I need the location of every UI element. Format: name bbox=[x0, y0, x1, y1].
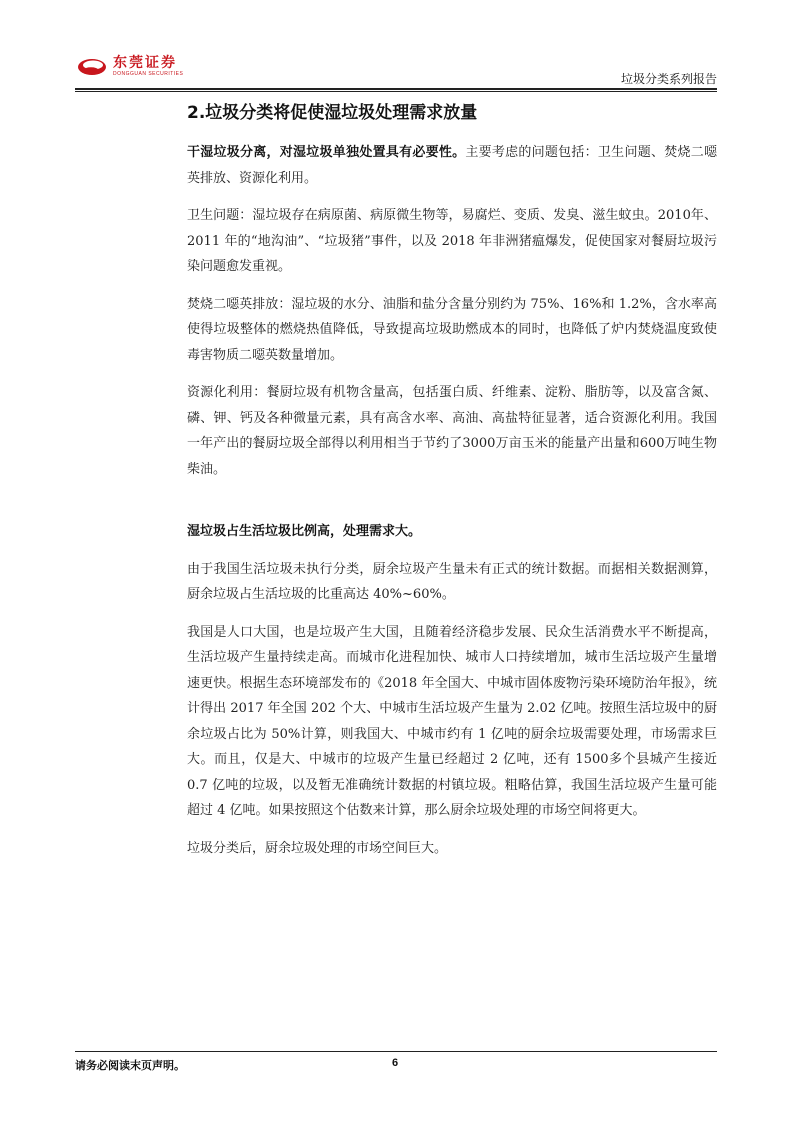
logo-chinese-name: 东莞证券 bbox=[113, 55, 177, 71]
paragraph-conclusion: 垃圾分类后，厨余垃圾处理的市场空间巨大。 bbox=[187, 840, 448, 856]
logo-swoosh-icon bbox=[77, 57, 107, 77]
intro-rest: 主要考虑的问题包括：卫生问题、焚烧二噁英排放、资源化利用。 bbox=[187, 145, 717, 186]
disclaimer-note: 请务必阅读末页声明。 bbox=[75, 1059, 185, 1072]
paragraph-hygiene: 卫生问题：湿垃圾存在病原菌、病原微生物等，易腐烂、变质、发臭、滋生蚊虫。2010年、2011 年的“地沟油”、“垃圾猪”事件，以及 2018 年非洲猪瘟爆发，促使国家对餐厨垃圾污染问题愈发重视。 bbox=[187, 208, 717, 274]
header-divider bbox=[75, 88, 717, 90]
header-divider-thin bbox=[75, 91, 717, 92]
paragraph-resource-use: 资源化利用：餐厨垃圾有机物含量高，包括蛋白质、纤维素、淀粉、脂肪等，以及富含氮、磷、钾、钙及各种微量元素，具有高含水率、高油、高盐特征显著，适合资源化利用。我国一年产出的餐厨垃圾全部得以利用相当于节约了3000万亩玉米的能量产出量和600万吨生物柴油。 bbox=[187, 385, 717, 477]
section-title: 2.垃圾分类将促使湿垃圾处理需求放量 bbox=[187, 103, 478, 123]
intro-lead-bold: 干湿垃圾分离，对湿垃圾单独处置具有必要性。 bbox=[187, 145, 466, 160]
paragraph-intro bbox=[187, 140, 717, 191]
paragraph-market-size: 我国是人口大国，也是垃圾产生大国，且随着经济稳步发展、民众生活消费水平不断提高，生活垃圾产生量持续走高。而城市化进程加快、城市人口持续增加，城市生活垃圾产生量增速更快。根据生态环境部发布的《2018 年全国大、中城市固体废物污染环境防治年报》，统计得出 2017 年全国 202 个大、中城市生活垃圾产生量为 2.02 亿吨。按照生活垃圾中的厨余垃圾占比为 50%计算，则我国大、中城市约有 1 亿吨的厨余垃圾需要处理，市场需求巨大。而且，仅是大、中城市的垃圾产生量已经超过 2 亿吨，还有 1500多个县城产生接近 0.7 亿吨的垃圾，以及暂无准确统计数据的村镇垃圾。粗略估算，我国生活垃圾产生量可能超过 4 亿吨。如果按照这个估数来计算，那么厨余垃圾处理的市场空间将更大。 bbox=[187, 624, 717, 818]
main-content bbox=[187, 96, 717, 861]
paragraph-kitchen-waste-share: 由于我国生活垃圾未执行分类，厨余垃圾产生量未有正式的统计数据。而据相关数据测算，厨余垃圾占生活垃圾的比重高达 40%~60%。 bbox=[187, 561, 717, 602]
footer-divider bbox=[75, 1051, 717, 1052]
logo-english-name: DONGGUAN SECURITIES bbox=[113, 71, 184, 77]
paragraph-incineration: 焚烧二噁英排放：湿垃圾的水分、油脂和盐分含量分别约为 75%、16%和 1.2%，含水率高使得垃圾整体的燃烧热值降低，导致提高垃圾助燃成本的同时，也降低了炉内焚烧温度致使毒害物质二噁英数量增加。 bbox=[187, 296, 717, 363]
page-header bbox=[75, 52, 717, 88]
subheading-wet-waste: 湿垃圾占生活垃圾比例高，处理需求大。 bbox=[187, 524, 422, 539]
report-series-name: 垃圾分类系列报告 bbox=[620, 72, 717, 86]
company-logo bbox=[77, 56, 183, 77]
page-number: 6 bbox=[392, 1057, 399, 1069]
